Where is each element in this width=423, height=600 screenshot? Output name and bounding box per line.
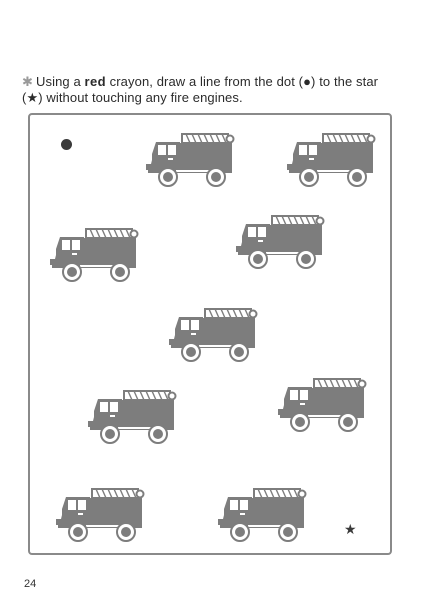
fire-engine-icon bbox=[50, 225, 140, 283]
dot-symbol: ● bbox=[303, 74, 312, 89]
fire-engine-icon bbox=[287, 130, 377, 188]
fire-engine-icon bbox=[169, 305, 259, 363]
instruction-text: ✱ Using a red crayon, draw a line from the dot (●) to the star (★) without touching any fire engines. bbox=[22, 74, 379, 105]
start-dot bbox=[61, 139, 72, 150]
bullet-icon: ✱ bbox=[22, 74, 33, 89]
end-star-icon: ★ bbox=[344, 521, 357, 537]
fire-engine-icon bbox=[278, 375, 368, 433]
fire-engine-icon bbox=[56, 485, 146, 543]
page-number: 24 bbox=[24, 578, 37, 590]
emphasis-word: red bbox=[84, 74, 106, 89]
fire-engine-icon bbox=[146, 130, 236, 188]
fire-engine-icon bbox=[88, 387, 178, 445]
fire-engine-icon bbox=[236, 212, 326, 270]
fire-engine-icon bbox=[218, 485, 308, 543]
star-symbol: ★ bbox=[26, 90, 39, 105]
